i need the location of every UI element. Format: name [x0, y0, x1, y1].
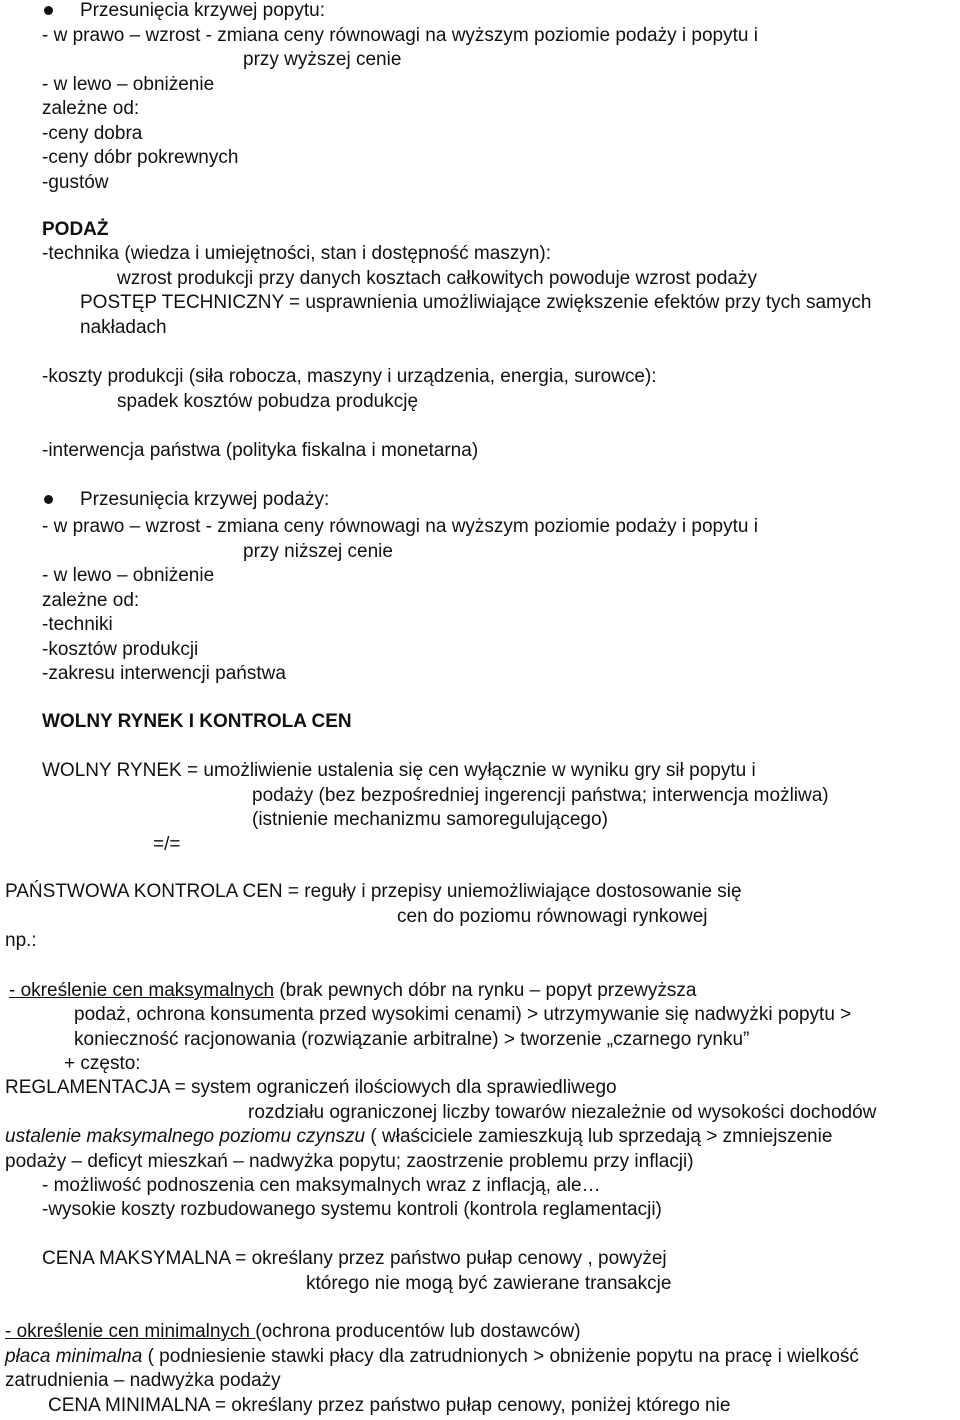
free-market-def-line2: podaży (bez bezpośredniej ingerencji państwa; interwencja możliwa): [252, 785, 829, 806]
supply-factor: -kosztów produkcji: [42, 639, 199, 660]
min-wage-line2: zatrudnienia – nadwyżka podaży: [5, 1370, 281, 1391]
demand-factor: -gustów: [42, 172, 109, 193]
example-label: np.:: [5, 930, 37, 951]
min-wage-italic: płaca minimalna: [5, 1346, 143, 1367]
supply-shift-left: - w lewo – obniżenie: [42, 565, 215, 586]
bullet-icon: [44, 6, 53, 15]
min-price-def-line1: CENA MINIMALNA = określany przez państwo pułap cenowy, poniżej którego nie: [48, 1395, 731, 1416]
max-prices-line3: konieczność racjonowania (rozwiązanie arbitralne) > tworzenie „czarnego rynku”: [74, 1029, 750, 1050]
price-control-line1: PAŃSTWOWA KONTROLA CEN = reguły i przepisy uniemożliwiające dostosowanie się: [5, 881, 742, 902]
max-prices-line1-rest: (brak pewnych dóbr na rynku – popyt przewyższa: [274, 980, 697, 1001]
supply-heading: PODAŻ: [42, 219, 109, 240]
rent-rest: ( właściciele zamieszkują lub sprzedają > zmniejszenie: [365, 1126, 833, 1147]
rent-italic: ustalenie maksymalnego poziomu czynszu: [5, 1126, 366, 1147]
supply-factor: -zakresu interwencji państwa: [42, 663, 286, 684]
supply-shift-right: - w prawo – wzrost - zmiana ceny równowagi na wyższym poziomie podaży i popytu i: [42, 516, 758, 537]
rent-line4: -wysokie koszty rozbudowanego systemu kontroli (kontrola reglamentacji): [42, 1199, 662, 1220]
supply-technique-note: wzrost produkcji przy danych kosztach całkowitych powoduje wzrost podaży: [117, 268, 757, 289]
max-price-def-line2: którego nie mogą być zawierane transakcje: [306, 1273, 672, 1294]
max-price-def-line1: CENA MAKSYMALNA = określany przez państwo pułap cenowy , powyżej: [42, 1248, 667, 1269]
supply-shift-depends: zależne od:: [42, 590, 140, 611]
min-wage-rest: ( podniesienie stawki płacy dla zatrudnionych > obniżenie popytu na pracę i wielkość: [142, 1346, 859, 1367]
demand-shift-left: - w lewo – obniżenie: [42, 74, 215, 95]
supply-intervention: -interwencja państwa (polityka fiskalna i monetarna): [42, 440, 479, 461]
rent-line3: - możliwość podnoszenia cen maksymalnych wraz z inflacją, ale…: [42, 1175, 601, 1196]
free-market-def-line3: (istnienie mechanizmu samoregulującego): [252, 809, 608, 830]
demand-shift-right-cont: przy wyższej cenie: [243, 49, 402, 70]
min-prices-title: - określenie cen minimalnych: [5, 1321, 256, 1342]
supply-shift-right-cont: przy niższej cenie: [243, 541, 393, 562]
supply-shift-heading: Przesunięcia krzywej podaży:: [80, 489, 330, 510]
rationing-line1: REGLAMENTACJA = system ograniczeń ilościowych dla sprawiedliwego: [5, 1077, 617, 1098]
rent-line1: [5, 1126, 832, 1148]
min-prices-line1: [5, 1321, 581, 1343]
min-prices-line1-rest: (ochrona producentów lub dostawców): [255, 1321, 581, 1342]
free-market-heading: WOLNY RYNEK I KONTROLA CEN: [42, 711, 352, 732]
supply-costs: -koszty produkcji (siła robocza, maszyny i urządzenia, energia, surowce):: [42, 366, 657, 387]
technical-progress-line1: POSTĘP TECHNICZNY = usprawnienia umożliwiające zwiększenie efektów przy tych samych: [80, 292, 872, 313]
demand-shift-depends: zależne od:: [42, 98, 140, 119]
bullet-icon: [44, 495, 53, 504]
supply-costs-note: spadek kosztów pobudza produkcję: [117, 391, 419, 412]
price-control-line2: cen do poziomu równowagi rynkowej: [397, 906, 708, 927]
demand-factor: -ceny dobra: [42, 123, 143, 144]
demand-factor: -ceny dóbr pokrewnych: [42, 147, 239, 168]
max-prices-line1: [9, 980, 696, 1002]
max-prices-line2: podaż, ochrona konsumenta przed wysokimi cenami) > utrzymywanie się nadwyżki popytu >: [74, 1004, 852, 1025]
rent-line2: podaży – deficyt mieszkań – nadwyżka popytu; zaostrzenie problemu przy inflacji): [5, 1151, 694, 1172]
demand-shift-heading: Przesunięcia krzywej popytu:: [80, 0, 325, 21]
max-prices-title: - określenie cen maksymalnych: [9, 980, 275, 1001]
supply-technique: -technika (wiedza i umiejętności, stan i dostępność maszyn):: [42, 243, 552, 264]
min-wage-line1: [5, 1346, 859, 1368]
not-equal-sign: =/=: [153, 834, 181, 855]
max-prices-line4: + często:: [64, 1053, 141, 1074]
free-market-def-line1: WOLNY RYNEK = umożliwienie ustalenia się cen wyłącznie w wyniku gry sił popytu i: [42, 760, 756, 781]
rationing-line2: rozdziału ograniczonej liczby towarów niezależnie od wysokości dochodów: [248, 1102, 877, 1123]
demand-shift-right: - w prawo – wzrost - zmiana ceny równowagi na wyższym poziomie podaży i popytu i: [42, 25, 758, 46]
technical-progress-line2: nakładach: [80, 317, 167, 338]
supply-factor: -techniki: [42, 614, 113, 635]
